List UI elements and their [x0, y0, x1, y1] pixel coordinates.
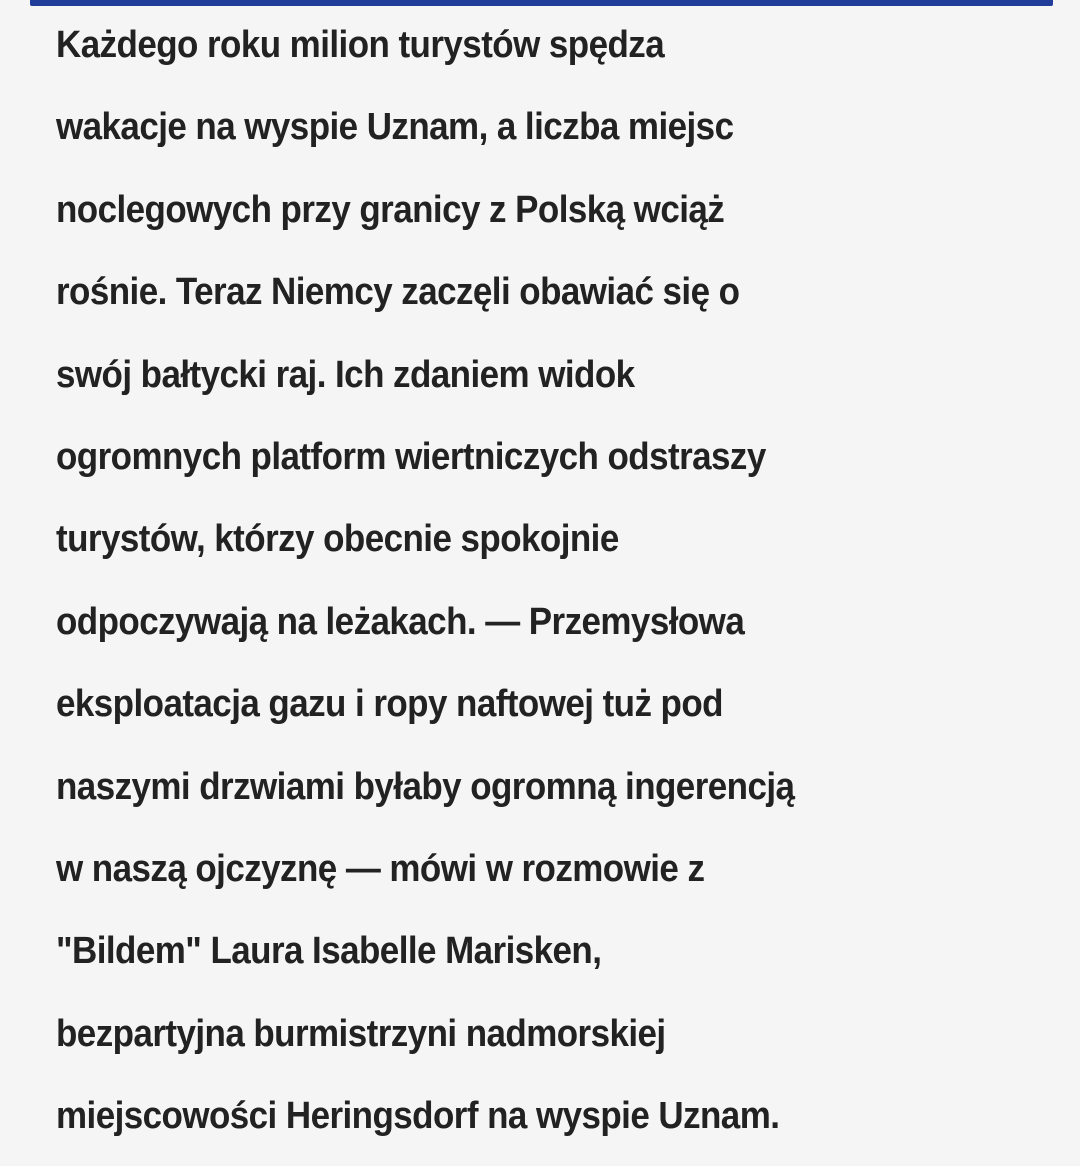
paragraph-line: turystów, którzy obecnie spokojnie [56, 518, 619, 561]
paragraph-line: ogromnych platform wiertniczych odstraszy [56, 435, 766, 478]
paragraph-line: naszymi drzwiami byłaby ogromną ingerencją [56, 765, 795, 808]
paragraph-line: eksploatacja gazu i ropy naftowej tuż pod [56, 683, 723, 726]
paragraph-line: Każdego roku milion turystów spędza [56, 24, 665, 66]
paragraph-line: bezpartyjna burmistrzyni nadmorskiej [56, 1012, 666, 1055]
paragraph-line: miejscowości Heringsdorf na wyspie Uznam. [56, 1095, 780, 1138]
paragraph-line: w naszą ojczyznę — mówi w rozmowie z [56, 847, 705, 890]
paragraph-line: "Bildem" Laura Isabelle Marisken, [56, 930, 602, 973]
article-paragraph [56, 4, 1056, 1157]
paragraph-line: swój bałtycki raj. Ich zdaniem widok [56, 353, 635, 396]
paragraph-line: rośnie. Teraz Niemcy zaczęli obawiać się o [56, 271, 740, 314]
paragraph-line: noclegowych przy granicy z Polską wciąż [56, 188, 725, 231]
paragraph-line: odpoczywają na leżakach. — Przemysłowa [56, 600, 745, 643]
paragraph-line: wakacje na wyspie Uznam, a liczba miejsc [56, 106, 734, 149]
